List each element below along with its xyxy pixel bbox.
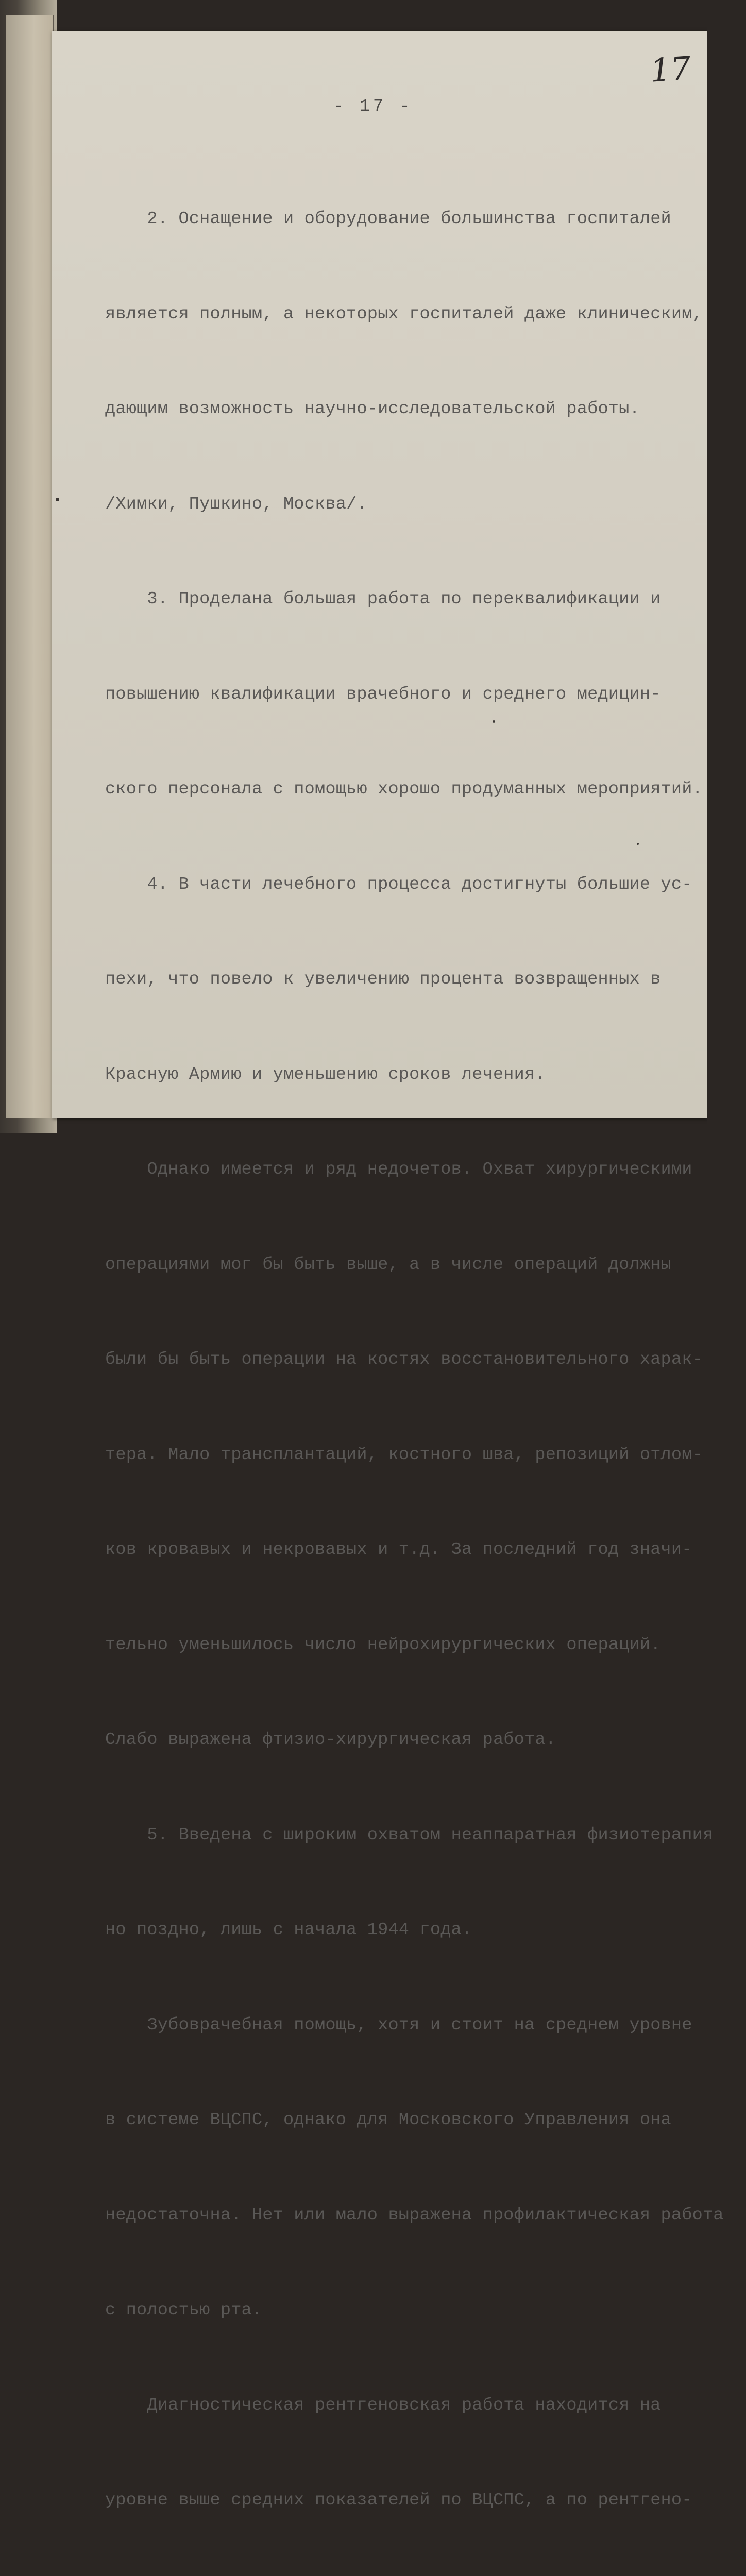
text-line: тельно уменьшилось число нейрохирургических операций. [105, 1635, 661, 1655]
ink-speck [56, 498, 59, 501]
background-edge [707, 0, 746, 1133]
ink-speck [637, 843, 639, 845]
text-line: 4. В части лечебного процесса достигнуты большие ус- [105, 874, 692, 894]
text-line: дающим возможность научно-исследовательской работы. [105, 399, 640, 419]
text-line: повышению квалификации врачебного и среднего медицин- [105, 684, 661, 704]
text-line: является полным, а некоторых госпиталей даже клиническим, [105, 304, 703, 324]
text-line: операциями мог бы быть выше, а в числе операций должны [105, 1255, 671, 1275]
text-line: но поздно, лишь с начала 1944 года. [105, 1920, 472, 1940]
text-line: недостаточна. Нет или мало выражена профилактическая работа [105, 2205, 724, 2225]
text-line: ского персонала с помощью хорошо продуманных мероприятий. [105, 779, 703, 799]
folder-edge [6, 15, 54, 1118]
text-line: Зубоврачебная помощь, хотя и стоит на среднем уровне [105, 2015, 692, 2035]
text-line: 3. Проделана большая работа по переквалификации и [105, 589, 661, 609]
text-line: 2. Оснащение и оборудование большинства госпиталей [105, 209, 671, 229]
text-line: Однако имеется и ряд недочетов. Охват хирургическими [105, 1160, 692, 1179]
text-line: в системе ВЦСПС, однако для Московского Управления она [105, 2110, 671, 2130]
handwritten-folio-number: 17 [649, 49, 692, 90]
text-line: ков кровавых и некровавых и т.д. За последний год значи- [105, 1540, 692, 1560]
text-line: Диагностическая рентгеновская работа находится на [105, 2395, 661, 2415]
text-line: были бы быть операции на костях восстановительного харак- [105, 1350, 703, 1369]
body-text [105, 140, 724, 2576]
text-line: /Химки, Пушкино, Москва/. [105, 494, 367, 514]
text-line: тера. Мало трансплантаций, костного шва, репозиций отлом- [105, 1445, 703, 1465]
text-line: пехи, что повело к увеличению процента возвращенных в [105, 970, 661, 989]
text-line: Красную Армию и уменьшению сроков лечения. [105, 1064, 546, 1084]
ink-speck [493, 720, 495, 723]
text-line: с полостью рта. [105, 2300, 263, 2320]
text-line: 5. Введена с широким охватом неаппаратная физиотерапия [105, 1825, 714, 1845]
text-line: уровне выше средних показателей по ВЦСПС, а по рентгено- [105, 2490, 692, 2510]
text-line: Слабо выражена фтизио-хирургическая работа. [105, 1730, 556, 1750]
page-number: - 17 - [333, 97, 413, 116]
